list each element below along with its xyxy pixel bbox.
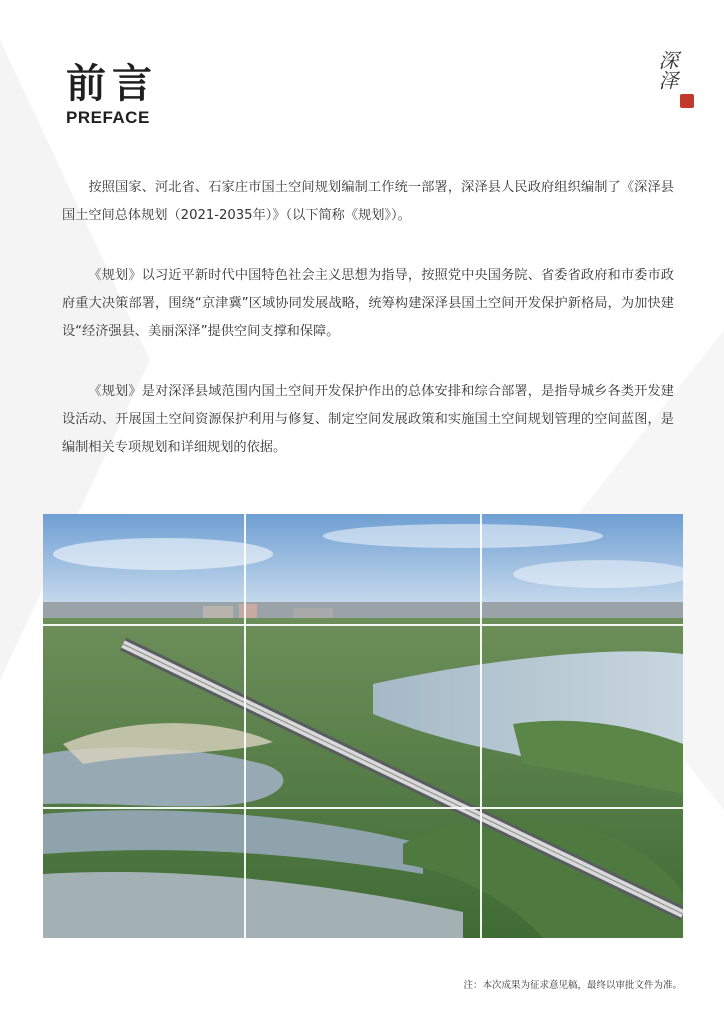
page-subtitle: PREFACE — [66, 108, 150, 127]
grid-line-vertical — [480, 514, 482, 938]
page-title-block — [66, 62, 158, 128]
paragraph-2: 《规划》以习近平新时代中国特色社会主义思想为指导，按照党中央国务院、省委省政府和市委市政府重大决策部署，围绕“京津冀”区域协同发展战略，统筹构建深泽县国土空间开发保护新格局，为加快建设“经济强县、美丽深泽”提供空间支撑和保障。 — [62, 268, 674, 339]
preface-body — [62, 174, 674, 494]
red-seal-icon — [680, 94, 694, 108]
page-title: 前言 — [66, 61, 158, 107]
logo-text: 深泽 — [655, 50, 679, 90]
paragraph-1: 按照国家、河北省、石家庄市国土空间规划编制工作统一部署，深泽县人民政府组织编制了《深泽县国土空间总体规划（2021-2035年）》（以下简称《规划》）。 — [62, 180, 674, 223]
grid-line-horizontal — [43, 807, 683, 809]
calligraphy-logo-icon — [650, 50, 694, 112]
aerial-photo — [43, 514, 683, 938]
footnote: 注：本次成果为征求意见稿，最终以审批文件为准。 — [463, 980, 682, 991]
aerial-photo-illustration — [43, 514, 683, 938]
grid-line-horizontal — [43, 624, 683, 626]
paragraph-3: 《规划》是对深泽县域范围内国土空间开发保护作出的总体安排和综合部署，是指导城乡各类开发建设活动、开展国土空间资源保护利用与修复、制定空间发展政策和实施国土空间规划管理的空间蓝图，是编制相关专项规划和详细规划的依据。 — [62, 384, 674, 455]
grid-line-vertical — [244, 514, 246, 938]
